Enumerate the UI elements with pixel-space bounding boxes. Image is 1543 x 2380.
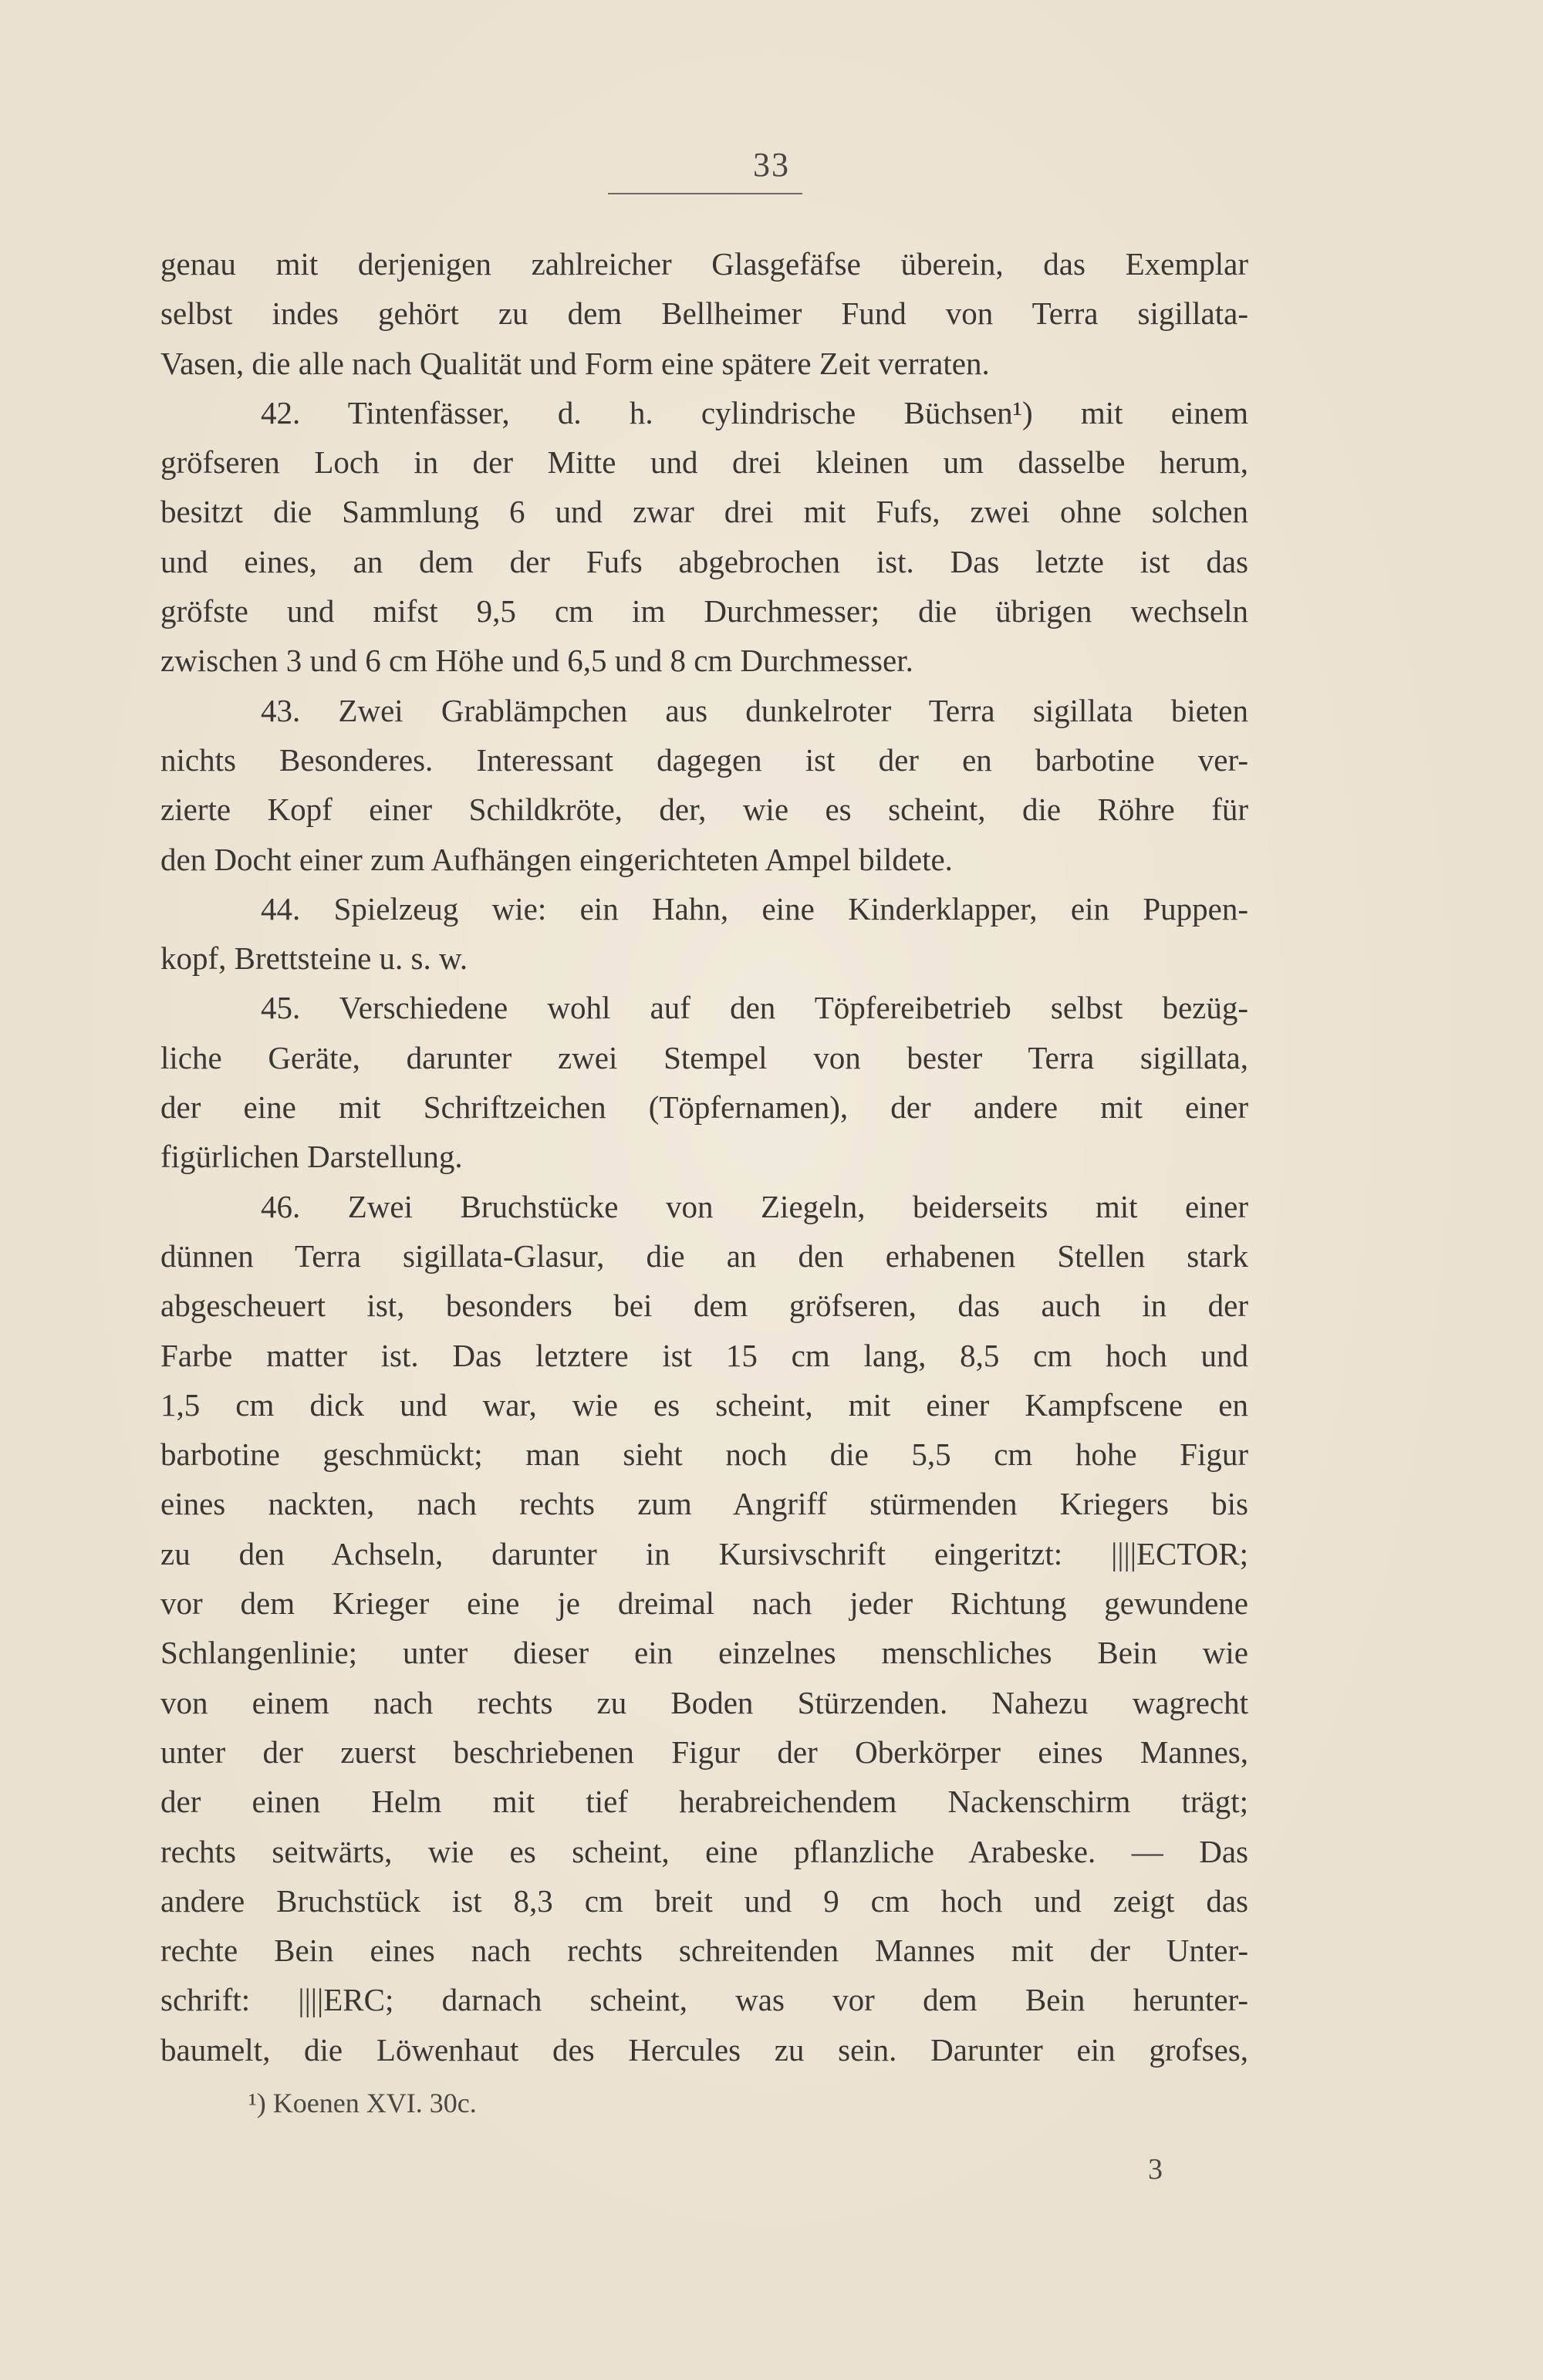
text-line: der einen Helm mit tief herabreichendem Nackenschirm trägt; [160,1784,1248,1820]
text-line: 44. Spielzeug wie: ein Hahn, eine Kinderklapper, ein Puppen- [261,890,1248,927]
text-line: und eines, an dem der Fufs abgebrochen ist. Das letzte ist das [160,543,1248,579]
text-line: 43. Zwei Grablämpchen aus dunkelroter Terra sigillata bieten [261,692,1248,728]
text-line: vor dem Krieger eine je dreimal nach jeder Richtung gewundene [160,1585,1248,1622]
body-text [160,239,1248,2074]
text-line: andere Bruchstück ist 8,3 cm breit und 9 cm hoch und zeigt das [160,1882,1248,1919]
text-line: zu den Achseln, darunter in Kursivschrift eingeritzt: ||||ECTOR; [160,1535,1248,1571]
text-line: 42. Tintenfässer, d. h. cylindrische Büchsen¹) mit einem [261,394,1248,430]
footnote: ¹) Koenen XVI. 30c. [248,2088,477,2118]
text-line: kopf, Brettsteine u. s. w. [160,940,468,977]
text-line: schrift: ||||ERC; darnach scheint, was vor dem Bein herunter- [160,1982,1248,2018]
text-line: der eine mit Schriftzeichen (Töpfernamen), der andere mit einer [160,1089,1248,1126]
text-line: 1,5 cm dick und war, wie es scheint, mit einer Kampfscene en [160,1386,1248,1423]
text-line: zwischen 3 und 6 cm Höhe und 6,5 und 8 cm Durchmesser. [160,643,913,679]
text-line: gröfste und mifst 9,5 cm im Durchmesser; die übrigen wechseln [160,593,1248,630]
text-line: dünnen Terra sigillata-Glasur, die an den erhabenen Stellen stark [160,1237,1248,1274]
text-line: zierte Kopf einer Schildkröte, der, wie es scheint, die Röhre für [160,792,1248,828]
page-number: 33 [753,146,790,184]
text-line: den Docht einer zum Aufhängen eingerichteten Ampel bildete. [160,841,953,877]
text-line: unter der zuerst beschriebenen Figur der Oberkörper eines Mannes, [160,1734,1248,1770]
text-line: liche Geräte, darunter zwei Stempel von bester Terra sigillata, [160,1039,1248,1075]
text-line: figürlichen Darstellung. [160,1139,463,1175]
text-line: Farbe matter ist. Das letztere ist 15 cm lang, 8,5 cm hoch und [160,1337,1248,1373]
text-line: besitzt die Sammlung 6 und zwar drei mit Fufs, zwei ohne solchen [160,494,1248,530]
header-rule [608,193,802,194]
text-line: gröfseren Loch in der Mitte und drei kleinen um dasselbe herum, [160,444,1248,481]
text-line: abgescheuert ist, besonders bei dem gröfseren, das auch in der [160,1288,1248,1324]
text-line: rechts seitwärts, wie es scheint, eine pflanzliche Arabeske. — Das [160,1833,1248,1869]
text-line: 45. Verschiedene wohl auf den Töpfereibetrieb selbst bezüg- [261,990,1248,1026]
text-line: Vasen, die alle nach Qualität und Form eine spätere Zeit verraten. [160,345,990,381]
text-line: genau mit derjenigen zahlreicher Glasgefäfse überein, das Exemplar [160,246,1248,282]
text-line: eines nackten, nach rechts zum Angriff stürmenden Kriegers bis [160,1486,1248,1522]
text-line: baumelt, die Löwenhaut des Hercules zu sein. Darunter ein grofses, [160,2031,1248,2068]
signature-mark: 3 [1148,2153,1163,2186]
text-line: nichts Besonderes. Interessant dagegen ist der en barbotine ver- [160,741,1248,778]
text-line: barbotine geschmückt; man sieht noch die 5,5 cm hohe Figur [160,1436,1248,1473]
text-line: selbst indes gehört zu dem Bellheimer Fund von Terra sigillata- [160,295,1248,332]
text-line: 46. Zwei Bruchstücke von Ziegeln, beiderseits mit einer [261,1188,1248,1224]
text-line: von einem nach rechts zu Boden Stürzenden. Nahezu wagrecht [160,1684,1248,1720]
text-line: rechte Bein eines nach rechts schreitenden Mannes mit der Unter- [160,1933,1248,1969]
text-line: Schlangenlinie; unter dieser ein einzelnes menschliches Bein wie [160,1635,1248,1671]
